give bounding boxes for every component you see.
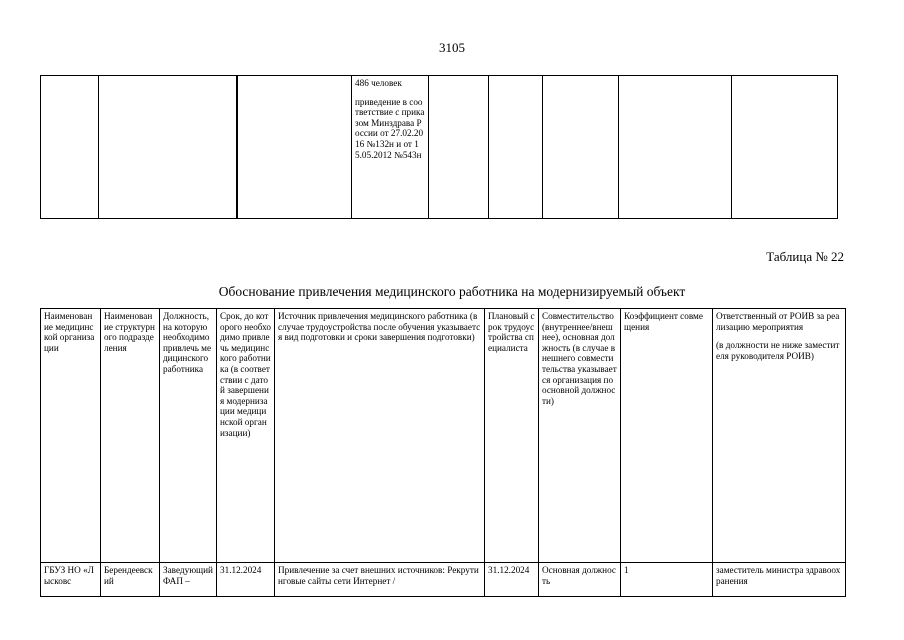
header-org: Наименование медицинской организации [41,309,101,563]
continued-table [40,75,838,219]
header-coef: Коэффициент совмещения [621,309,713,563]
page-number: 3105 [439,40,465,55]
table-caption: Таблица № 22 [766,249,844,264]
cell-coef: 1 [621,563,713,597]
cell-combination: Основная должность [539,563,621,597]
table-header-row [41,309,846,563]
top-cell-8 [543,76,619,219]
cell-deadline: 31.12.2024 [217,563,275,597]
cell-source: Привлечение за счет внешних источников: Рекрутинговые сайты сети Интернет / [275,563,485,597]
cell-responsible: заместитель министра здравоохранения [713,563,846,597]
justification-table [40,308,846,597]
header-planned: Плановый срок трудоустройства специалиста [485,309,539,563]
header-combination: Совместительство (внутреннее/внешнее), основная должность (в случае внешнего совместительства указывается организация по основной должности) [539,309,621,563]
header-source: Источник привлечения медицинского работника (в случае трудоустройства после обучения указывается вид подготовки и сроки завершения подготовки) [275,309,485,563]
top-cell-9 [619,76,732,219]
top-cell-1 [41,76,99,219]
top-cell-10 [732,76,838,219]
header-unit: Наименование структурного подразделения [101,309,160,563]
top-cell-5 [352,76,429,219]
table-title: Обоснование привлечения медицинского работника на модернизируемый объект [218,284,686,299]
cell-planned: 31.12.2024 [485,563,539,597]
cell-position: Заведующий ФАП – [160,563,217,597]
top-cell-2 [99,76,237,219]
top-cell-5-line-2: приведение в соответствие с приказом Минздрава России от 27.02.2016 №132н и от 15.05.2012 №543н [355,96,425,160]
top-cell-5-line-1: 486 человек [355,78,402,88]
cell-unit: Берендеевский [101,563,160,597]
header-position: Должность, на которую необходимо привлечь медицинского работника [160,309,217,563]
header-responsible-title: Ответственный от РОИВ за реализацию мероприятия [716,311,840,332]
top-cell-4 [238,76,352,219]
top-cell-6 [429,76,489,219]
cell-org: ГБУЗ НО «Лысковс [41,563,101,597]
top-cell-7 [489,76,543,219]
header-deadline: Срок, до которого необходимо привлечь медицинского работника (в соответствии с датой завершения модернизации медицинской организации) [217,309,275,563]
header-responsible-note: (в должности не ниже заместителя руководителя РОИВ) [716,340,840,361]
header-responsible [713,309,846,563]
table-row [41,563,846,597]
